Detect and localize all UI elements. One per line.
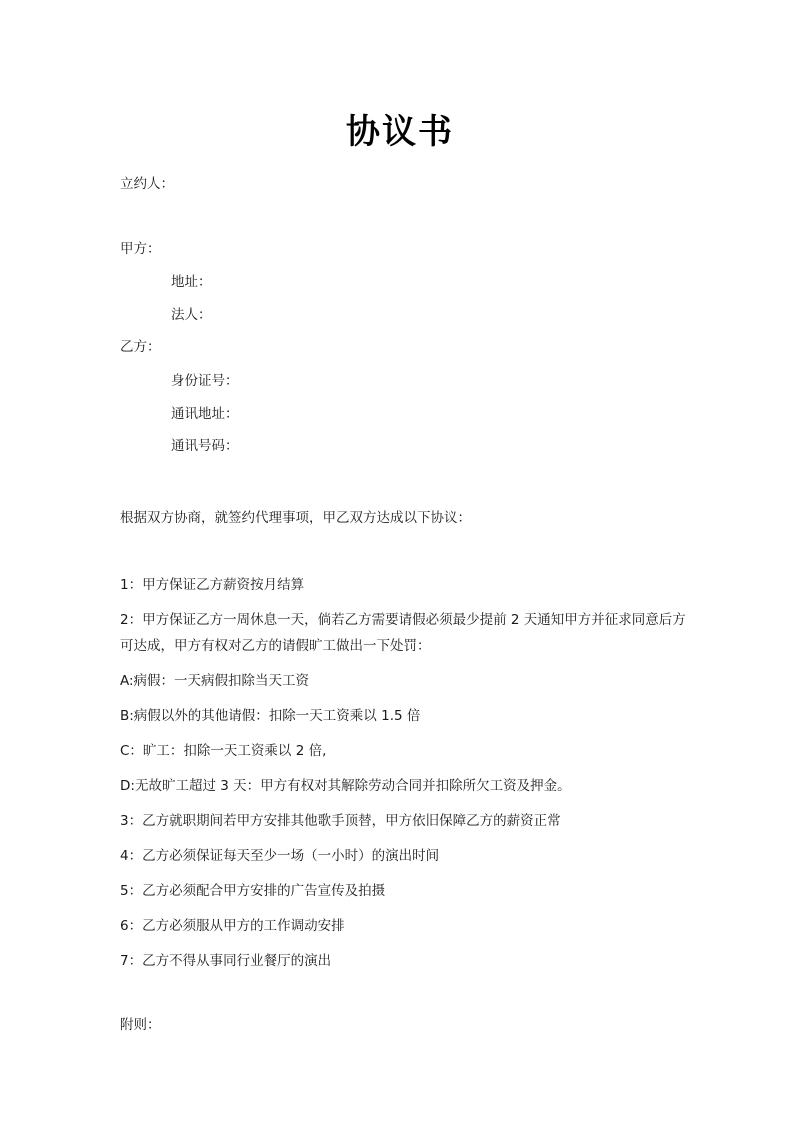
clause-3: 3：乙方就职期间若甲方安排其他歌手顶替，甲方依旧保障乙方的薪资正常 [120, 813, 561, 829]
clause-2-b: B:病假以外的其他请假：扣除一天工资乘以 1.5 倍 [120, 708, 421, 724]
clause-5: 5：乙方必须配合甲方安排的广告宣传及拍摄 [120, 883, 386, 899]
party-b-mailing-address-label: 通讯地址： [171, 406, 239, 422]
clause-1: 1：甲方保证乙方薪资按月结算 [120, 577, 305, 593]
party-b-label: 乙方： [120, 339, 161, 355]
document-title: 协议书 [346, 112, 454, 152]
clause-6: 6：乙方必须服从甲方的工作调动安排 [120, 918, 345, 934]
clause-2: 2：甲方保证乙方一周休息一天，倘若乙方需要请假必须最少提前 2 天通知甲方并征求同意后方可达成，甲方有权对乙方的请假旷工做出一下处罚： [120, 612, 686, 654]
party-a-address-label: 地址： [171, 274, 212, 290]
preamble: 根据双方协商，就签约代理事项，甲乙双方达成以下协议： [120, 510, 471, 526]
party-a-label: 甲方： [120, 241, 161, 257]
clause-2-c: C：旷工：扣除一天工资乘以 2 倍, [120, 743, 327, 759]
clause-2-a: A:病假：一天病假扣除当天工资 [120, 673, 310, 689]
party-a-legal-person-label: 法人： [171, 307, 212, 323]
party-b-phone-label: 通讯号码： [171, 438, 239, 454]
appendix-label: 附则： [120, 1017, 161, 1033]
party-b-id-number-label: 身份证号： [171, 373, 239, 389]
clause-7: 7：乙方不得从事同行业餐厅的演出 [120, 953, 332, 969]
clause-4: 4：乙方必须保证每天至少一场（一小时）的演出时间 [120, 848, 440, 864]
parties-intro: 立约人： [120, 176, 174, 192]
clause-2-d: D:无故旷工超过 3 天：甲方有权对其解除劳动合同并扣除所欠工资及押金。 [120, 778, 571, 794]
